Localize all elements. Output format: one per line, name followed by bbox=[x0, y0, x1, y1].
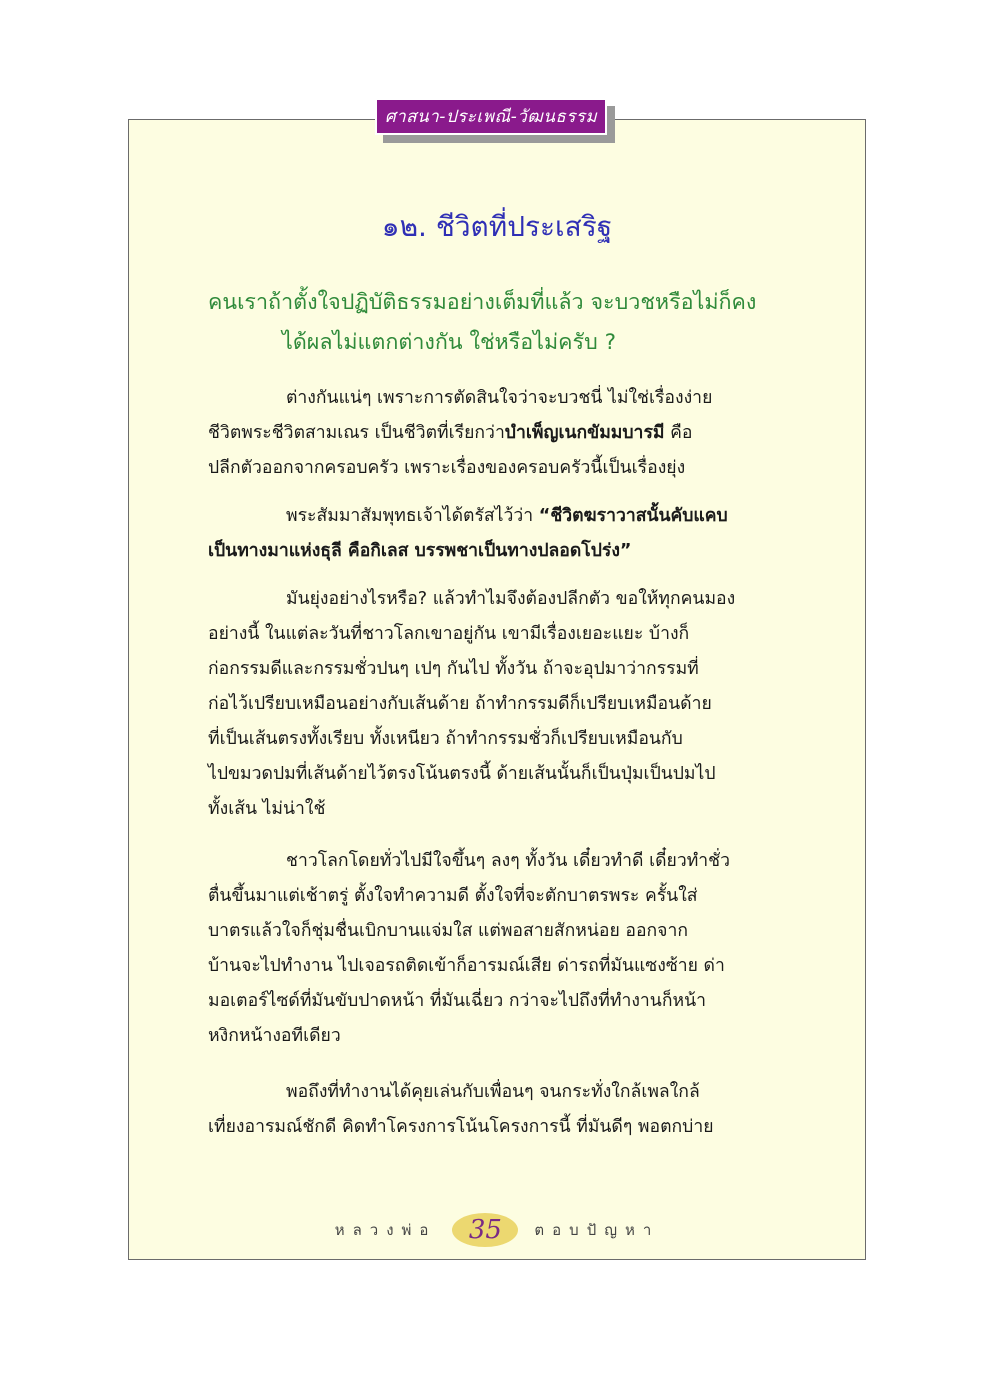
page-number: 35 bbox=[468, 1215, 502, 1245]
text-span: พระสัมมาสัมพุทธเจ้าได้ตรัสไว้ว่า bbox=[286, 506, 539, 526]
paragraph-2 bbox=[208, 499, 788, 569]
chapter-title: ๑๒. ชีวิตที่ประเสริฐ bbox=[381, 210, 613, 243]
category-banner bbox=[375, 98, 607, 135]
paragraph-line: ปลีกตัวออกจากครอบครัว เพราะเรื่องของครอบครัวนี้เป็นเรื่องยุ่ง bbox=[208, 458, 686, 478]
paragraph-line: ก่อกรรมดีและกรรมชั่วปนๆ เปๆ กันไป ทั้งวัน ถ้าจะอุปมาว่ากรรมที่ bbox=[208, 659, 699, 679]
emphasis-text: บำเพ็ญเนกขัมมบารมี bbox=[504, 423, 665, 443]
paragraph-line: หงิกหน้างอทีเดียว bbox=[208, 1026, 341, 1046]
paragraph-line: บ้านจะไปทำงาน ไปเจอรถติดเข้าก็อารมณ์เสีย ด่ารถที่มันแซงซ้าย ด่า bbox=[208, 956, 725, 976]
paragraph-line: ก่อไว้เปรียบเหมือนอย่างกับเส้นด้าย ถ้าทำกรรมดีก็เปรียบเหมือนด้าย bbox=[208, 694, 712, 714]
paragraph-5 bbox=[208, 1075, 788, 1145]
question-block bbox=[208, 283, 808, 363]
question-line-1: คนเราถ้าตั้งใจปฏิบัติธรรมอย่างเต็มที่แล้ว จะบวชหรือไม่ก็คง bbox=[208, 290, 757, 315]
paragraph-line: ต่างกันแน่ๆ เพราะการตัดสินใจว่าจะบวชนี่ ไม่ใช่เรื่องง่าย bbox=[286, 388, 713, 408]
paragraph-1 bbox=[208, 381, 788, 486]
paragraph-line: มอเตอร์ไซด์ที่มันขับปาดหน้า ที่มันเฉี่ยว กว่าจะไปถึงที่ทำงานก็หน้า bbox=[208, 991, 706, 1011]
paragraph-line bbox=[208, 499, 788, 534]
text-span: ชีวิตพระชีวิตสามเณร เป็นชีวิตที่เรียกว่า bbox=[208, 423, 505, 443]
category-label: ศาสนา-ประเพณี-วัฒนธรรม bbox=[384, 107, 598, 127]
paragraph-line: ตื่นขึ้นมาแต่เช้าตรู่ ตั้งใจทำความดี ตั้งใจที่จะตักบาตรพระ ครั้นใส่ bbox=[208, 886, 698, 906]
page-footer bbox=[128, 1213, 866, 1247]
footer-left-text: หลวงพ่อ bbox=[334, 1221, 437, 1239]
paragraph-line: ทั้งเส้น ไม่น่าใช้ bbox=[208, 799, 326, 819]
paragraph-line: เที่ยงอารมณ์ชักดี คิดทำโครงการโน้นโครงการนี้ ที่มันดีๆ พอตกบ่าย bbox=[208, 1117, 714, 1137]
page-number-badge bbox=[452, 1213, 518, 1247]
footer-right-text: ตอบปัญหา bbox=[534, 1221, 660, 1239]
quote-text: “ชีวิตฆราวาสนั้นคับแคบ bbox=[538, 506, 728, 526]
paragraph-line: พอถึงที่ทำงานได้คุยเล่นกับเพื่อนๆ จนกระทั่งใกล้เพลใกล้ bbox=[286, 1082, 700, 1102]
paragraph-line bbox=[208, 416, 788, 451]
quote-text: เป็นทางมาแห่งธุลี คือกิเลส บรรพชาเป็นทางปลอดโปร่ง” bbox=[208, 541, 632, 561]
question-line-2: ได้ผลไม่แตกต่างกัน ใช่หรือไม่ครับ ? bbox=[282, 330, 616, 355]
paragraph-line: ชาวโลกโดยทั่วไปมีใจขึ้นๆ ลงๆ ทั้งวัน เดี๋ยวทำดี เดี๋ยวทำชั่ว bbox=[286, 851, 731, 871]
paragraph-line: อย่างนี้ ในแต่ละวันที่ชาวโลกเขาอยู่กัน เขามีเรื่องเยอะแยะ บ้างก็ bbox=[208, 624, 690, 644]
paragraph-4 bbox=[208, 844, 788, 1054]
text-span: คือ bbox=[664, 423, 693, 443]
paragraph-line: ไปขมวดปมที่เส้นด้ายไว้ตรงโน้นตรงนี้ ด้ายเส้นนั้นก็เป็นปุ่มเป็นปมไป bbox=[208, 764, 716, 784]
paragraph-line: ที่เป็นเส้นตรงทั้งเรียบ ทั้งเหนียว ถ้าทำกรรมชั่วก็เปรียบเหมือนกับ bbox=[208, 729, 683, 749]
paragraph-line: มันยุ่งอย่างไรหรือ? แล้วทำไมจึงต้องปลีกตัว ขอให้ทุกคนมอง bbox=[286, 589, 736, 609]
paragraph-3 bbox=[208, 582, 788, 827]
paragraph-line: บาตรแล้วใจก็ชุ่มชื่นเบิกบานแจ่มใส แต่พอสายสักหน่อย ออกจาก bbox=[208, 921, 689, 941]
